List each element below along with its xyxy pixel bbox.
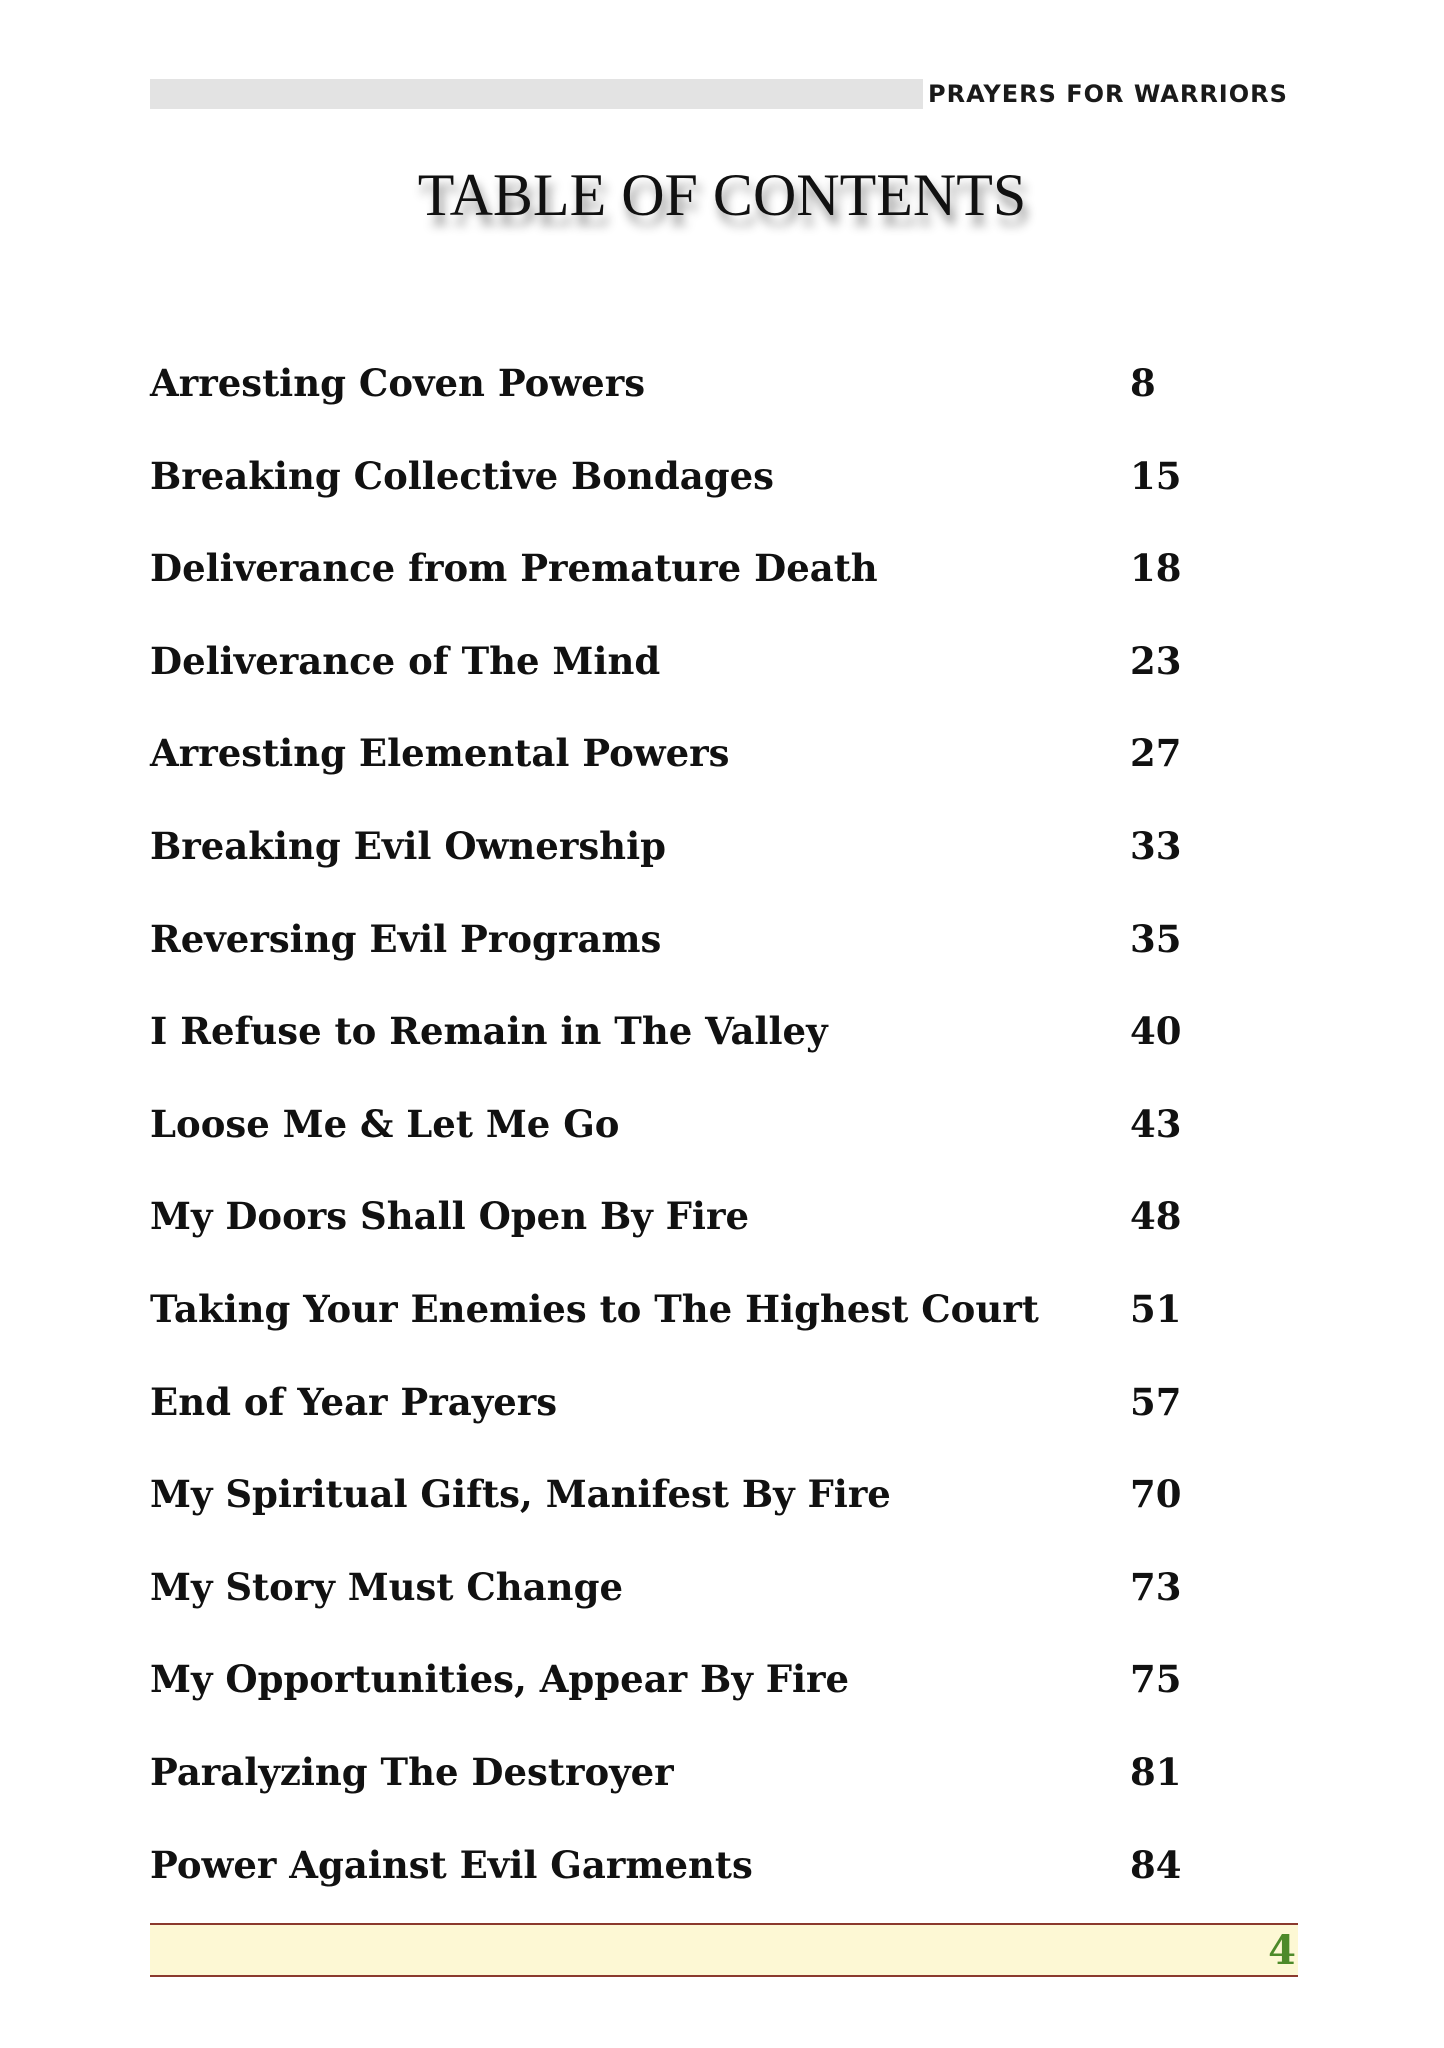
toc-entry[interactable] (150, 532, 1300, 625)
toc-entry[interactable] (150, 995, 1300, 1088)
toc-entry-page: 75 (1130, 1657, 1182, 1702)
toc-entry-page: 18 (1130, 546, 1182, 591)
toc-entry-page: 40 (1130, 1009, 1182, 1054)
toc-entry-page: 15 (1130, 453, 1182, 498)
toc-entry[interactable] (150, 1458, 1300, 1551)
toc-entry-title: Power Against Evil Garments (150, 1842, 753, 1887)
toc-entry[interactable] (150, 1366, 1300, 1459)
toc-entry-title: Loose Me & Let Me Go (150, 1101, 620, 1146)
toc-entry-title: Arresting Elemental Powers (150, 731, 730, 776)
toc-entry-page: 23 (1130, 638, 1182, 683)
toc-list (150, 347, 1300, 1921)
toc-entry-title: Taking Your Enemies to The Highest Court (150, 1286, 1039, 1331)
toc-entry-title: My Spiritual Gifts, Manifest By Fire (150, 1472, 891, 1517)
toc-entry-page: 51 (1130, 1286, 1182, 1331)
toc-entry-title: My Opportunities, Appear By Fire (150, 1657, 850, 1702)
toc-heading: TABLE OF CONTENTS (417, 162, 1027, 228)
toc-entry-page: 73 (1130, 1564, 1182, 1609)
toc-entry[interactable] (150, 1273, 1300, 1366)
running-header-title: PRAYERS FOR WARRIORS (928, 80, 1288, 108)
toc-entry-page: 48 (1130, 1194, 1182, 1239)
toc-entry-title: Deliverance from Premature Death (150, 546, 878, 591)
toc-entry[interactable] (150, 1551, 1300, 1644)
toc-entry-title: Breaking Evil Ownership (150, 823, 666, 868)
toc-entry-page: 43 (1130, 1101, 1182, 1146)
toc-entry[interactable] (150, 717, 1300, 810)
toc-entry-title: Reversing Evil Programs (150, 916, 662, 961)
toc-entry[interactable] (150, 440, 1300, 533)
toc-entry[interactable] (150, 810, 1300, 903)
toc-entry[interactable] (150, 1829, 1300, 1922)
toc-entry[interactable] (150, 1643, 1300, 1736)
toc-entry-title: Breaking Collective Bondages (150, 453, 774, 498)
toc-entry-page: 8 (1130, 361, 1156, 405)
toc-entry-title: My Story Must Change (150, 1564, 623, 1609)
toc-entry-title: Arresting Coven Powers (150, 361, 646, 405)
toc-entry-title: Deliverance of The Mind (150, 638, 661, 683)
toc-entry-title: My Doors Shall Open By Fire (150, 1194, 750, 1239)
toc-entry[interactable] (150, 1736, 1300, 1829)
toc-entry-page: 84 (1130, 1842, 1182, 1887)
toc-entry-page: 35 (1130, 916, 1182, 961)
footer-bar (150, 1923, 1298, 1977)
toc-entry[interactable] (150, 1180, 1300, 1273)
header-bar (150, 79, 923, 109)
toc-entry-page: 33 (1130, 823, 1182, 868)
toc-entry-title: Paralyzing The Destroyer (150, 1749, 674, 1794)
toc-entry-title: I Refuse to Remain in The Valley (150, 1009, 828, 1054)
toc-entry-page: 27 (1130, 731, 1182, 776)
toc-entry-page: 57 (1130, 1379, 1182, 1424)
page-number: 4 (1268, 1927, 1296, 1974)
toc-entry[interactable] (150, 903, 1300, 996)
toc-entry-title: End of Year Prayers (150, 1379, 558, 1424)
toc-entry-page: 81 (1130, 1749, 1182, 1794)
toc-entry-page: 70 (1130, 1472, 1182, 1517)
toc-entry[interactable] (150, 625, 1300, 718)
toc-entry[interactable] (150, 1088, 1300, 1181)
toc-entry[interactable] (150, 347, 1300, 440)
